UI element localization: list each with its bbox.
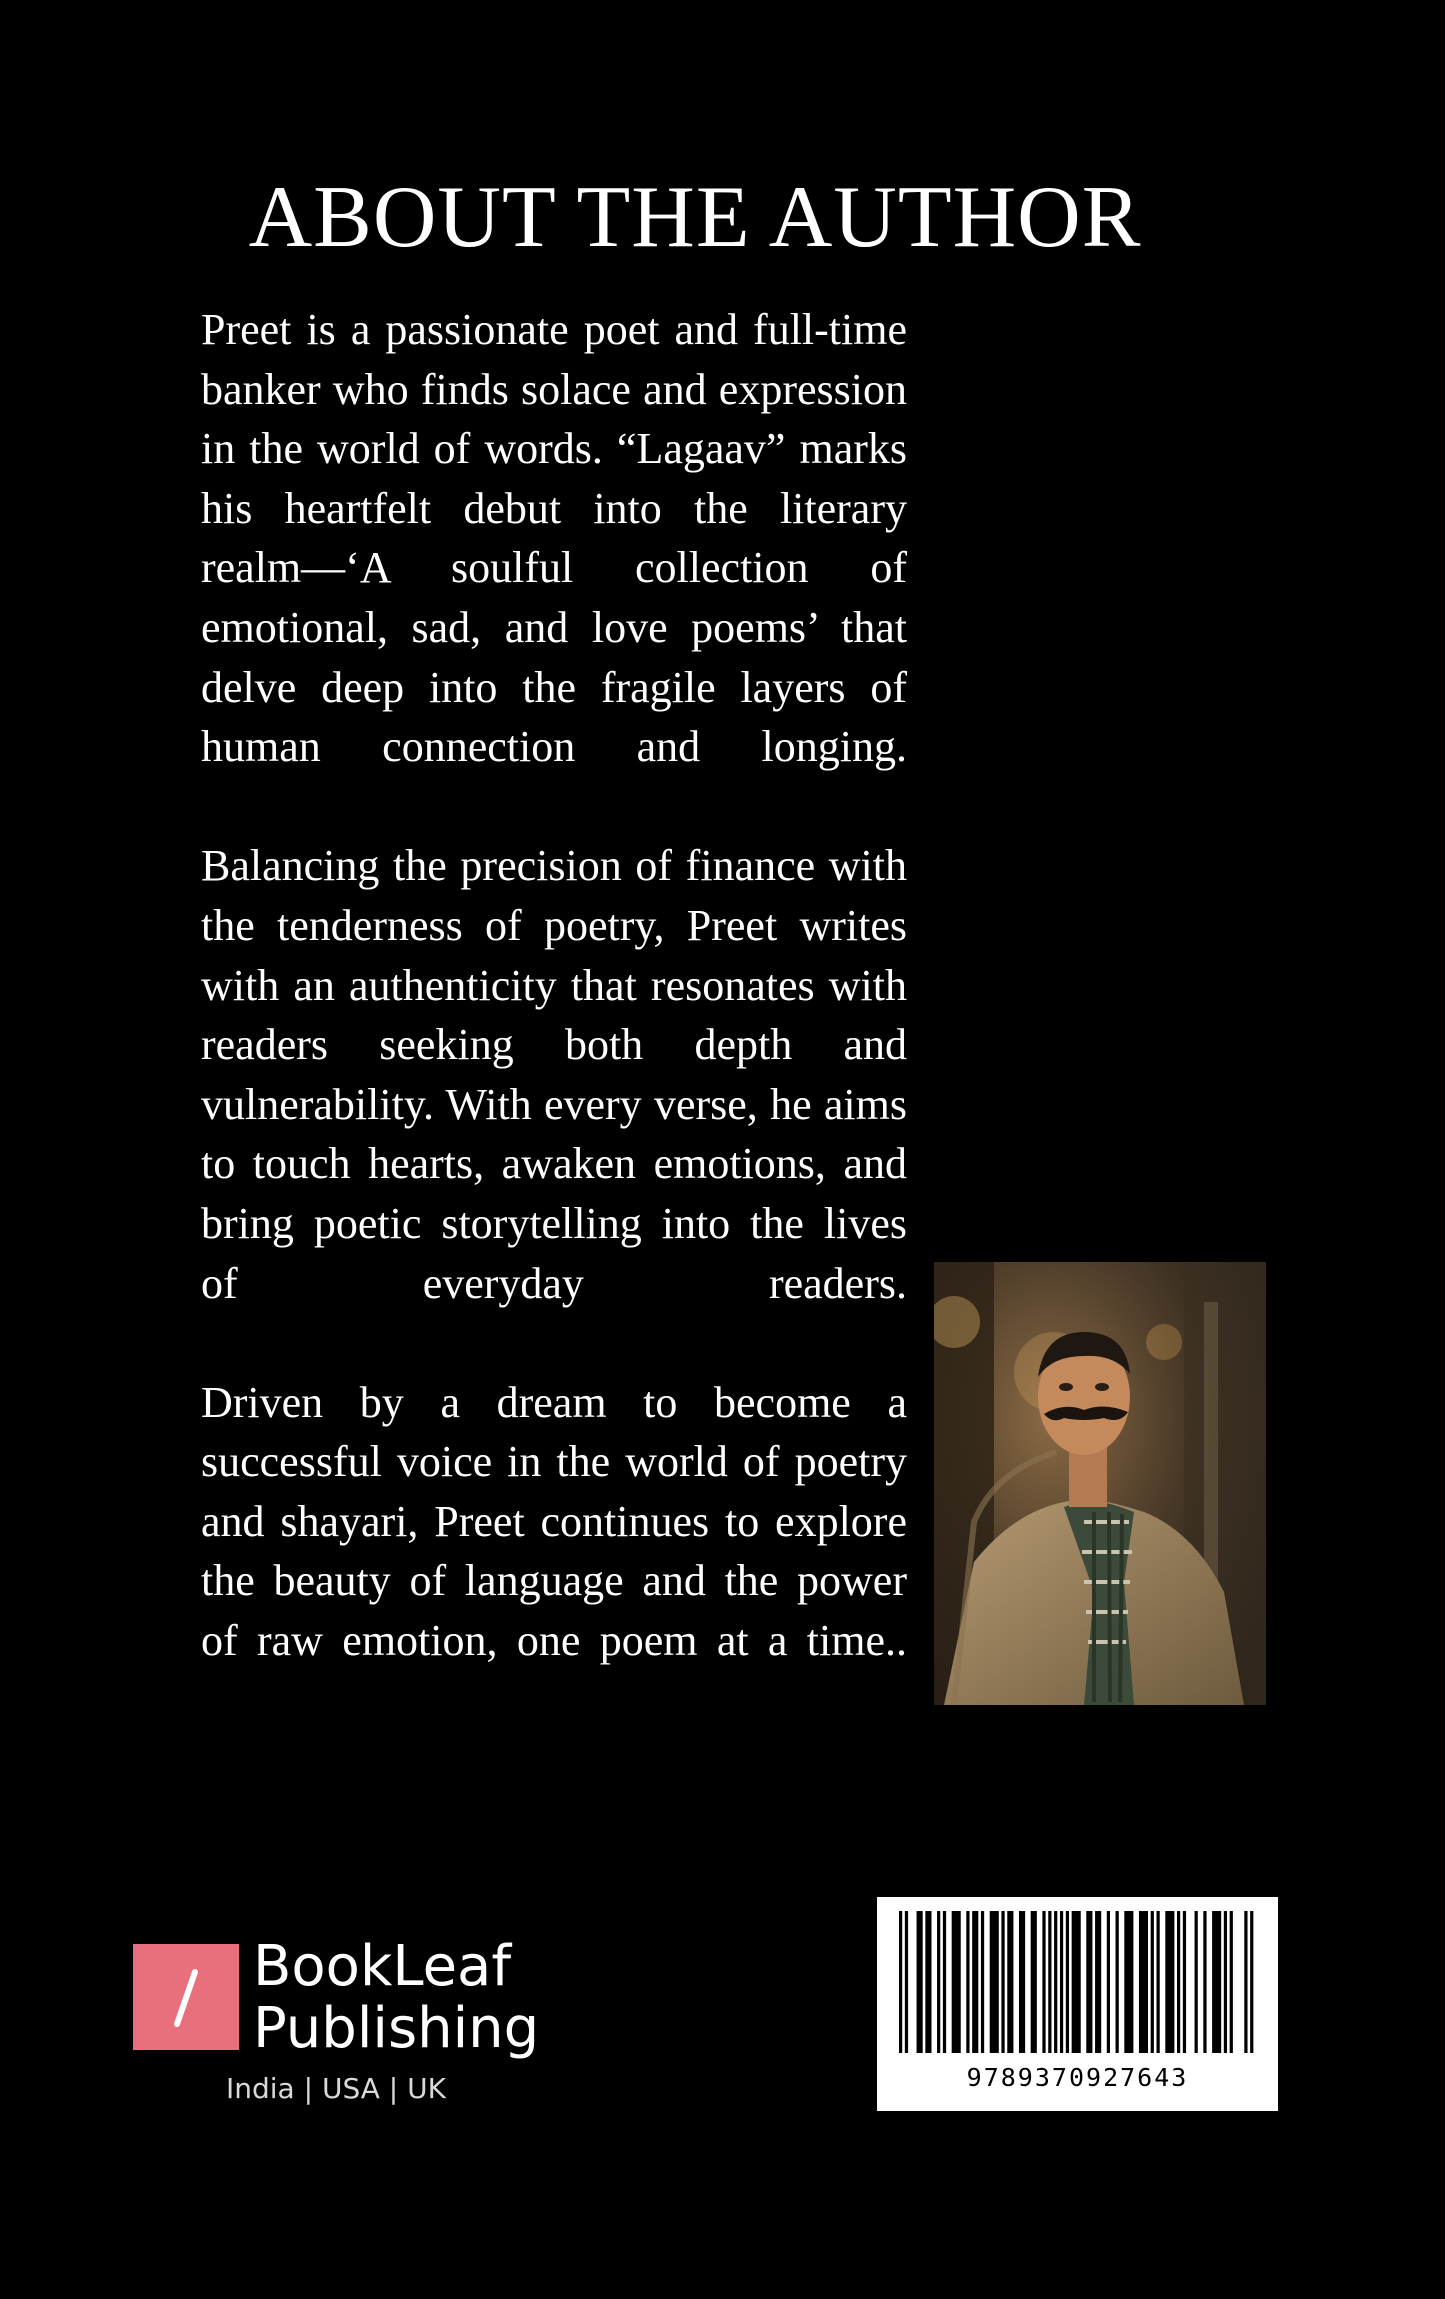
barcode-bar bbox=[1007, 1911, 1010, 2053]
barcode-bar bbox=[981, 1911, 984, 2053]
barcode-bar bbox=[1042, 1911, 1045, 2053]
barcode-bar bbox=[937, 1911, 940, 2053]
barcode-bar bbox=[1124, 1911, 1127, 2053]
barcode-bar bbox=[1086, 1911, 1089, 2053]
isbn-barcode bbox=[877, 1897, 1278, 2111]
barcode-bar bbox=[955, 1911, 958, 2053]
barcode-bar bbox=[1116, 1911, 1119, 2053]
barcode-bar bbox=[1107, 1911, 1110, 2053]
barcode-bar bbox=[993, 1911, 996, 2053]
barcode-bar bbox=[952, 1911, 955, 2053]
barcode-bar bbox=[1244, 1911, 1247, 2053]
publisher-name-line1: BookLeaf bbox=[253, 1934, 512, 1999]
bio-paragraph-1: Preet is a passionate poet and full-time banker who finds solace and expression in the world of words. “Lagaav” marks his heartfelt debut into the literary realm—‘A soulful collection of emotional, sad, and love poems’ that delve deep into the fragile layers of human connection and longing. bbox=[201, 305, 907, 772]
barcode-bar bbox=[1203, 1911, 1206, 2053]
barcode-bar bbox=[1075, 1911, 1078, 2053]
barcode-bar bbox=[1145, 1911, 1148, 2053]
barcode-bar bbox=[966, 1911, 969, 2053]
barcode-bar bbox=[1031, 1911, 1034, 2053]
barcode-bar bbox=[1230, 1911, 1233, 2053]
barcode-bar bbox=[1060, 1911, 1063, 2053]
slash-logo-icon bbox=[133, 1944, 239, 2050]
barcode-bar bbox=[990, 1911, 993, 2053]
bio-paragraph-3: Driven by a dream to become a successful voice in the world of poetry and shayari, Preet continues to explore the beauty of language and the power of raw emotion, one poem at a time.. bbox=[201, 1377, 907, 1666]
about-heading: ABOUT THE AUTHOR bbox=[248, 169, 1142, 266]
barcode-bar bbox=[1171, 1911, 1174, 2053]
barcode-bar bbox=[1098, 1911, 1101, 2053]
barcode-bar bbox=[943, 1911, 946, 2053]
barcode-bar bbox=[1034, 1911, 1037, 2053]
barcode-bar bbox=[1218, 1911, 1221, 2053]
barcode-bar bbox=[1048, 1911, 1051, 2053]
publisher-name-line2: Publishing bbox=[253, 1996, 540, 2061]
barcode-bar bbox=[1019, 1911, 1022, 2053]
barcode-bar bbox=[1165, 1911, 1168, 2053]
barcode-bar bbox=[1250, 1911, 1253, 2053]
barcode-bar bbox=[1212, 1911, 1215, 2053]
barcode-bar bbox=[1095, 1911, 1098, 2053]
barcode-bar bbox=[1139, 1911, 1142, 2053]
barcode-bar bbox=[1001, 1911, 1004, 2053]
barcode-bar bbox=[975, 1911, 978, 2053]
barcode-bar bbox=[1078, 1911, 1081, 2053]
barcode-bar bbox=[1157, 1911, 1160, 2053]
author-photo bbox=[934, 1262, 1266, 1705]
barcode-bar bbox=[972, 1911, 975, 2053]
barcode-bar bbox=[1151, 1911, 1154, 2053]
publisher-name bbox=[253, 1936, 539, 2060]
barcode-bar bbox=[899, 1911, 902, 2053]
author-portrait-icon bbox=[934, 1262, 1266, 1705]
barcode-bar bbox=[905, 1911, 908, 2053]
barcode-bar bbox=[1066, 1911, 1069, 2053]
barcode-bar bbox=[1142, 1911, 1145, 2053]
barcode-bar bbox=[1054, 1911, 1057, 2053]
barcode-bar bbox=[1072, 1911, 1075, 2053]
barcode-bar bbox=[996, 1911, 999, 2053]
barcode-bar bbox=[1130, 1911, 1133, 2053]
bookleaf-logo-mark bbox=[133, 1944, 239, 2050]
barcode-bars bbox=[877, 1897, 1278, 2057]
barcode-bar bbox=[1224, 1911, 1227, 2053]
barcode-bar bbox=[1010, 1911, 1013, 2053]
barcode-bar bbox=[1168, 1911, 1171, 2053]
barcode-bar bbox=[917, 1911, 920, 2053]
author-bio bbox=[201, 300, 907, 1671]
bio-paragraph-2: Balancing the precision of finance with the tenderness of poetry, Preet writes with an authenticity that resonates with readers seeking both depth and vulnerability. With every verse, he aims to touch hearts, awaken emotions, and bring poetic storytelling into the lives of everyday readers. bbox=[201, 841, 907, 1308]
barcode-bar bbox=[1127, 1911, 1130, 2053]
barcode-bar bbox=[1177, 1911, 1180, 2053]
barcode-bar bbox=[919, 1911, 922, 2053]
barcode-bar bbox=[928, 1911, 931, 2053]
barcode-bar bbox=[925, 1911, 928, 2053]
barcode-bar bbox=[1183, 1911, 1186, 2053]
publisher-countries: India | USA | UK bbox=[226, 2072, 446, 2105]
barcode-bar bbox=[1195, 1911, 1198, 2053]
isbn-number: 9789370927643 bbox=[966, 2063, 1189, 2092]
barcode-bar bbox=[1089, 1911, 1092, 2053]
barcode-bar bbox=[958, 1911, 961, 2053]
barcode-bar bbox=[1215, 1911, 1218, 2053]
barcode-bar bbox=[1022, 1911, 1025, 2053]
